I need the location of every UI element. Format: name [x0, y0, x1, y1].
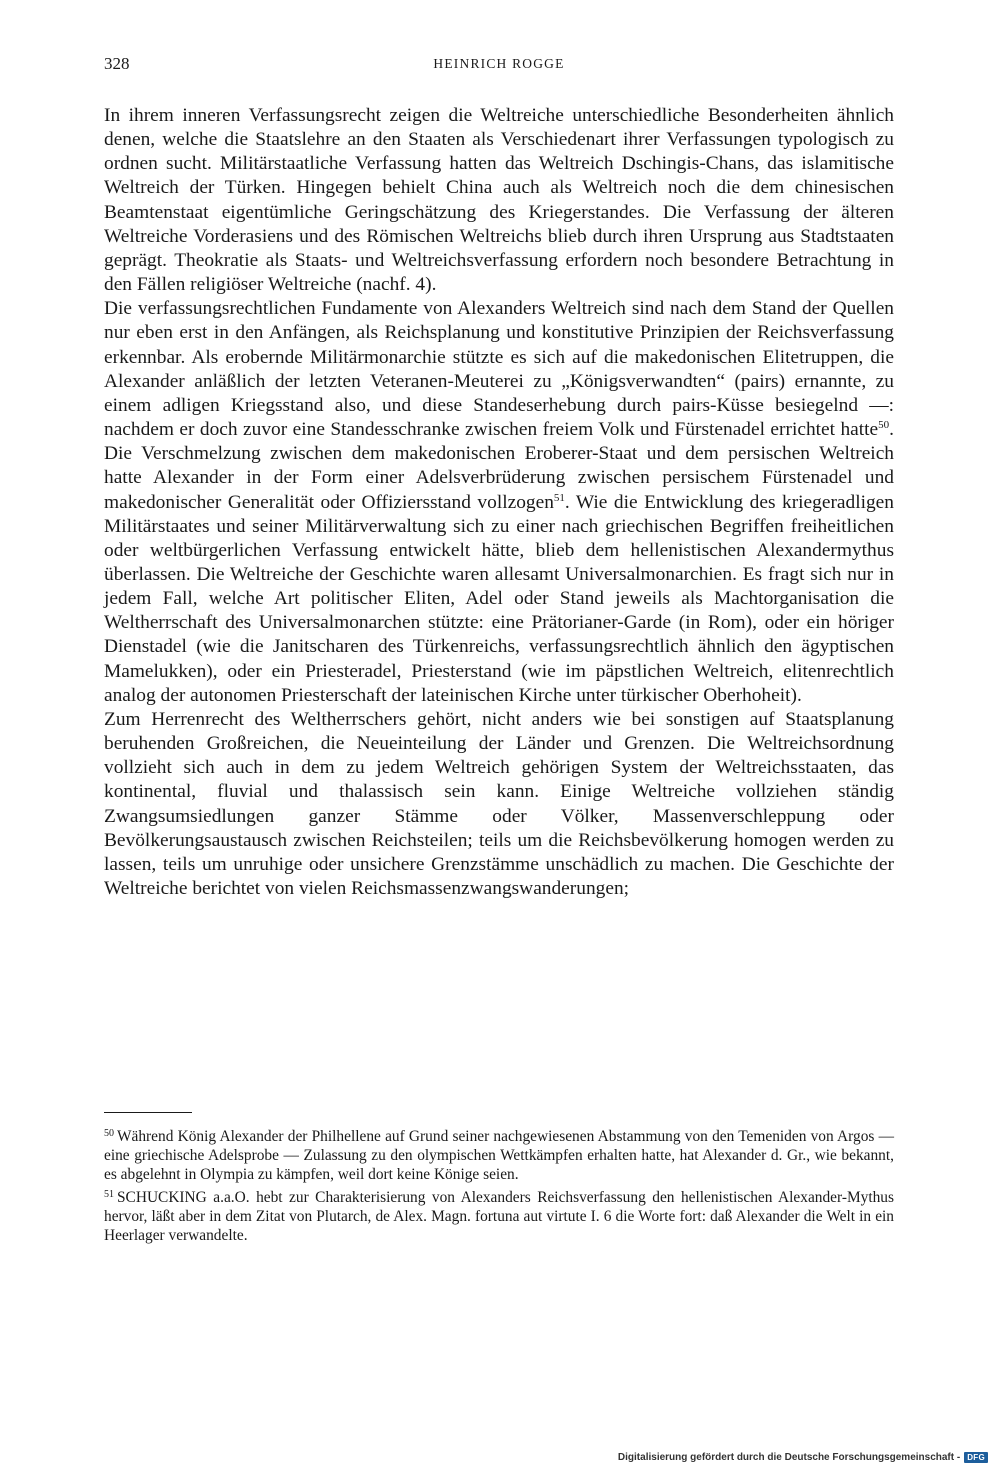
footnote-ref-51[interactable]: 51	[553, 491, 565, 504]
footnote-text: Während König Alexander der Philhellene auf Grund seiner nachgewiesenen Abstammung von den Temeniden von Argos — eine griechische Adelsprobe — Zulassung zu den olympischen Wettkämpfen erhalten hatte, hat Alexander d. Gr., wie bekannt, es abgelehnt in Olympia zu kämpfen, weil dort keine Könige seien.	[104, 1128, 894, 1184]
paragraph-2	[104, 297, 894, 708]
dfg-logo-icon: DFG	[964, 1452, 988, 1463]
footnote-text: SCHUCKING a.a.O. hebt zur Charakterisierung von Alexanders Reichsverfassung den hellenistischen Alexander-Mythus hervor, läßt aber in dem Zitat von Plutarch, de Alex. Magn. fortuna aut virtute I. 6 die Worte fort: daß Alexander die Welt in ein Heerlager verwandelte.	[104, 1188, 894, 1245]
footnote-51	[104, 1185, 894, 1246]
paragraph-2-part-2: . Die Verschmelzung zwischen dem makedonischen Eroberer-Staat und dem persischen Weltreich hatte Alexander in der Form einer Adelsverbrüderung zwischen persischem Fürstenadel und makedonischer Generalität oder Offiziersstand vollzogen	[104, 419, 894, 513]
footnotes	[104, 1124, 894, 1245]
footnote-number: 51	[104, 1188, 114, 1200]
paragraph-2-part-1: Die verfassungsrechtlichen Fundamente von Alexanders Weltreich sind nach dem Stand der Quellen nur eben erst in den Anfängen, als Reichsplanung und konstitutive Prinzipien der Reichsverfassung erkennbar. Als erobernde Militärmonarchie stützte es sich auf die makedonischen Elitetruppen, die Alexander anläßlich der letzten Veteranen-Meuterei zu „Königsverwandten“ (pairs) ernannte, zu einem adligen Kriegsstand also, und diese Standeserhebung durch pairs-Küsse besiegelnd —: nachdem er doch zuvor eine Standesschranke zwischen freiem Volk und Fürstenadel errichtet hatte	[104, 298, 894, 441]
paragraph-3: Zum Herrenrecht des Weltherrschers gehört, nicht anders wie bei sonstigen auf Staatsplanung beruhenden Großreichen, die Neueinteilung der Länder und Grenzen. Die Weltreichsordnung vollzieht sich auch in dem zu jedem Weltreich gehörigen System der Weltreichsstaaten, das kontinental, fluvial und thalassisch sein kann. Einige Weltreiche vollziehen ständig Zwangsumsiedlungen ganzer Stämme oder Völker, Massenverschleppung oder Bevölkerungsaustausch zwischen Reichsteilen; teils um die Reichsbevölkerung homogen werden zu lassen, teils um unruhige oder unsichere Grenzstämme unschädlich zu machen. Die Geschichte der Weltreiche berichtet von vielen Reichsmassenzwangswanderungen;	[104, 708, 894, 899]
credit-text: Digitalisierung gefördert durch die Deutsche Forschungsgemeinschaft -	[617, 1452, 961, 1463]
paragraph-2-part-3: . Wie die Entwicklung des kriegeradligen Militärstaates und seiner Militärverwaltung sich zu einer nach griechischen Begriffen freiheitlichen oder weltbürgerlichen Verfassung entwickelt hätte, blieb dem hellenistischen Alexandermythus überlassen. Die Weltreiche der Geschichte waren allesamt Universalmonarchien. Es fragt sich nur in jedem Fall, welche Art politischer Eliten, Adel oder Stand jeweils als Machtorganisation die Weltherrschaft des Universalmonarchen stützte: eine Prätorianer-Garde (in Rom), oder ein höriger Dienstadel (wie die Janitscharen des Türkenreichs, verfassungsrechtlich ähnlich den ägyptischen Mamelukken), oder ein Priesteradel, Priesterstand (wie im päpstlichen Weltreich, elitenrechtlich analog der autonomen Priesterschaft der lateinischen Kirche unter türkischer Oberhoheit).	[104, 491, 894, 706]
page-header	[104, 54, 894, 78]
footnote-ref-50[interactable]: 50	[878, 419, 890, 432]
running-head: HEINRICH ROGGE	[433, 56, 565, 71]
footnote-number: 50	[104, 1128, 114, 1139]
body-text	[104, 104, 894, 901]
paragraph-1: In ihrem inneren Verfassungsrecht zeigen die Weltreiche unterschiedliche Besonderheiten ähnlich denen, welche die Staatslehre an den Staaten als Verschiedenart ihrer Verfassungen typologisch zu ordnen sucht. Militärstaatliche Verfassung hatten das Weltreich Dschingis-Chans, das islamitische Weltreich der Türken. Hingegen behielt China auch als Weltreich noch die dem chinesischen Beamtenstaat eigentümliche Geringschätzung des Kriegerstandes. Die Verfassung der älteren Weltreiche Vorderasiens und des Römischen Weltreichs blieb durch ihren Ursprung aus Stadtstaaten geprägt. Theokratie als Staats- und Weltreichsverfassung erfordern noch besondere Betrachtung in den Fällen religiöser Weltreiche (nachf. 4).	[104, 105, 894, 296]
page-number: 328	[104, 54, 130, 73]
footnote-divider	[104, 1112, 192, 1113]
footnote-50	[104, 1124, 894, 1185]
digitization-credit	[618, 1452, 988, 1463]
